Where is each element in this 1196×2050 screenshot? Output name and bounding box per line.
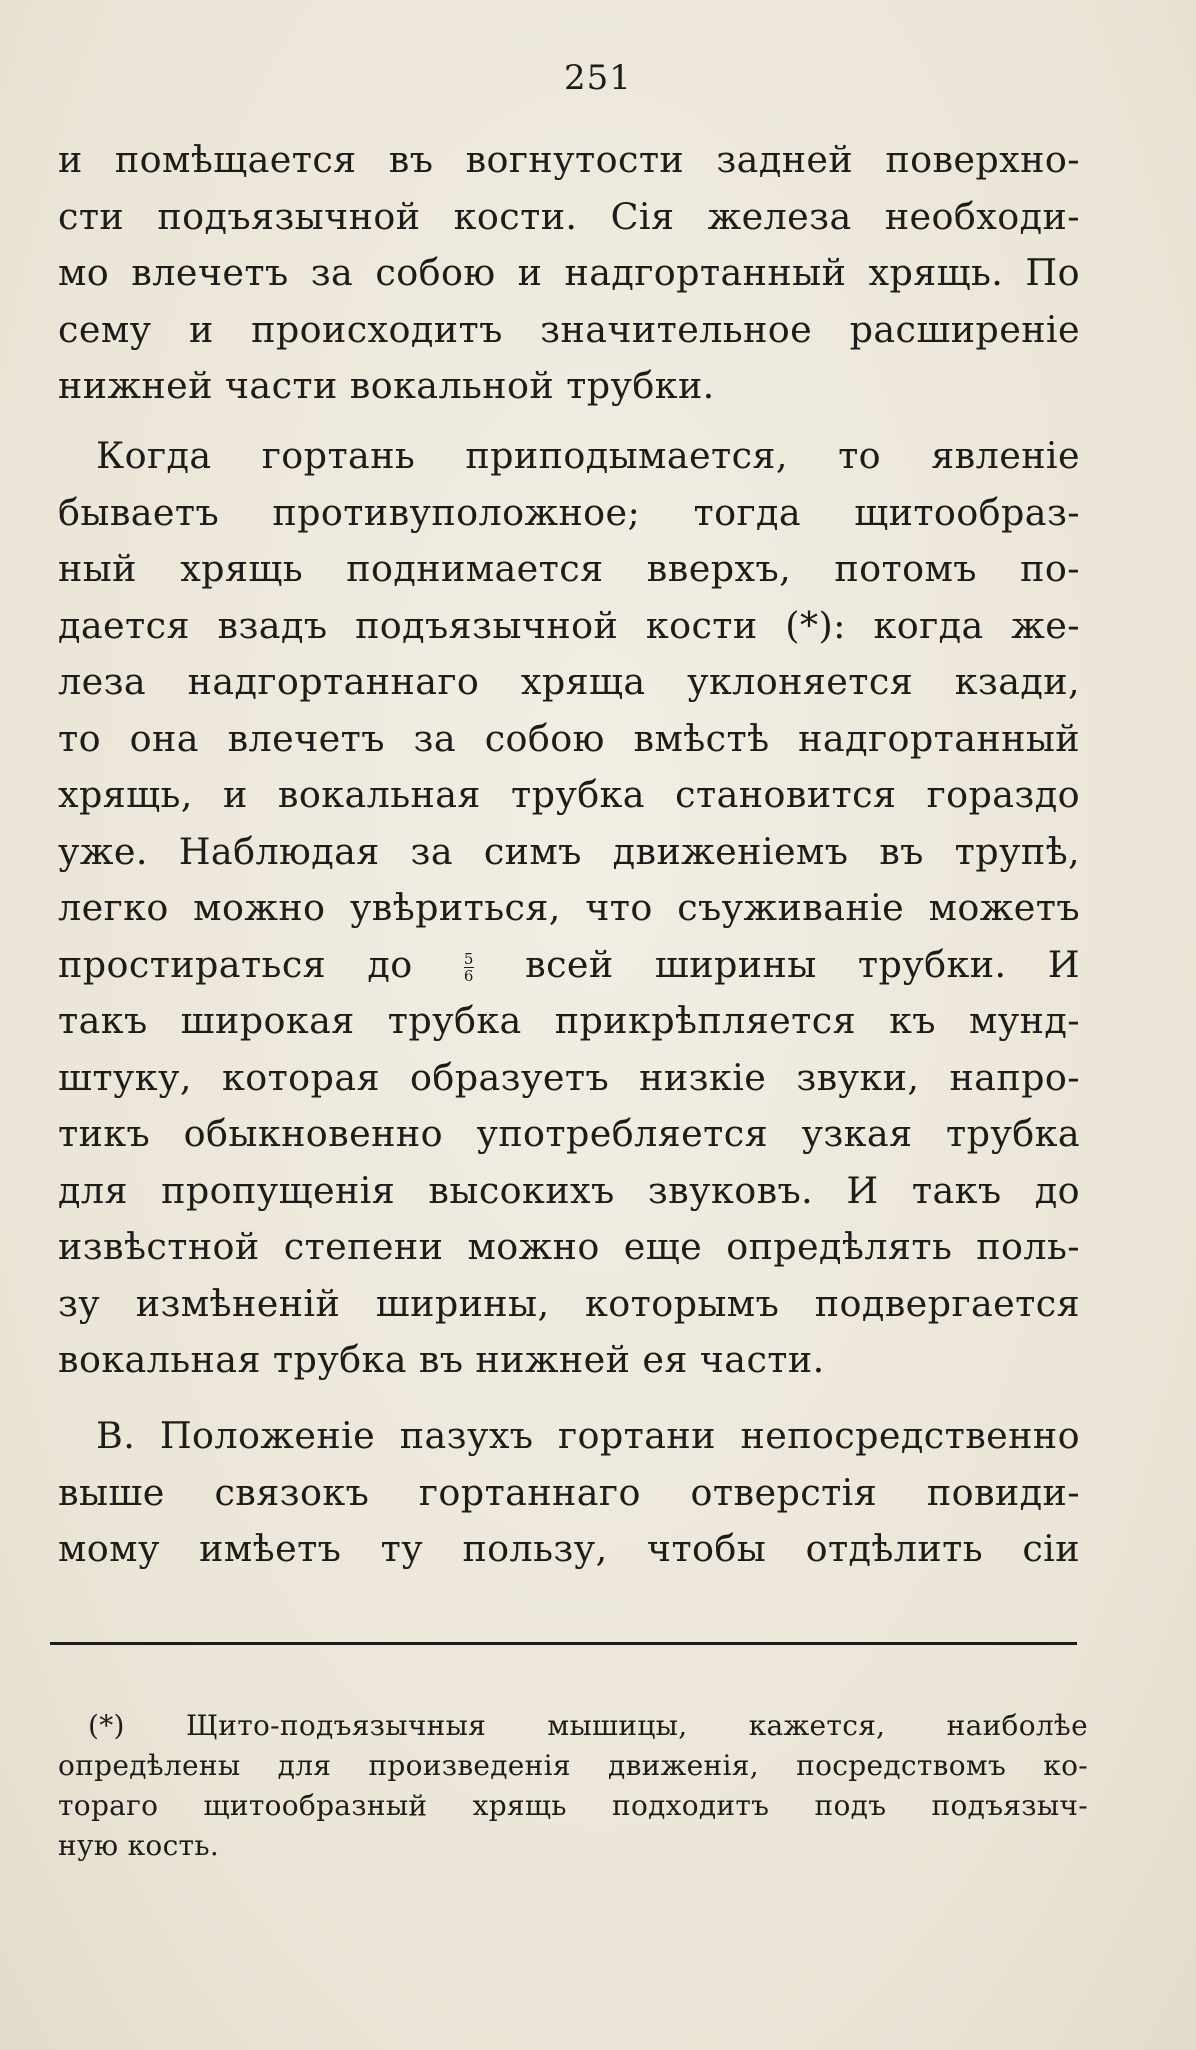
text-line: нижней части вокальной трубки. xyxy=(58,364,715,407)
text-line: леза надгортаннаго хряща уклоняется кзади, xyxy=(58,660,1080,703)
text-line: Когда гортань приподымается, то явленіе xyxy=(96,434,1080,477)
text-line: выше связокъ гортаннаго отверстія повиди- xyxy=(58,1470,1080,1514)
text-line: штуку, которая образуетъ низкіе звуки, напро- xyxy=(58,1055,1080,1099)
text-line: уже. Наблюдая за симъ движеніемъ въ трупѣ, xyxy=(58,829,1080,873)
paragraph-2 xyxy=(58,428,1080,1389)
text-line: тикъ обыкновенно употребляется узкая трубка xyxy=(58,1112,1080,1155)
text-segment: простираться до xyxy=(58,942,413,986)
text-line: вокальная трубка въ нижней ея части. xyxy=(58,1338,825,1381)
text-segment: всей ширины трубки. И xyxy=(525,942,1080,986)
text-line-with-fraction xyxy=(58,937,1080,994)
text-line: то она влечетъ за собою вмѣстѣ надгортанный xyxy=(58,716,1080,760)
text-line: легко можно увѣриться, что съуживаніе можетъ xyxy=(58,886,1080,929)
fraction xyxy=(463,949,474,985)
footnote-line: опредѣлены для произведенія движенія, посредствомъ ко- xyxy=(58,1749,1088,1782)
paragraph-3 xyxy=(58,1408,1080,1578)
footnote xyxy=(58,1706,1088,1866)
text-line: мому имѣетъ ту пользу, чтобы отдѣлить сіи xyxy=(58,1527,1080,1570)
text-line: и помѣщается въ вогнутости задней поверхно- xyxy=(58,138,1080,181)
footnote-line: (*) Щито-подъязычныя мышицы, кажется, наиболѣе xyxy=(88,1709,1088,1742)
text-line: дается взадъ подъязычной кости (*): когда же- xyxy=(58,603,1080,647)
footnote-line: тораго щитообразный хрящь подходитъ подъ подъязыч- xyxy=(58,1789,1088,1822)
paragraph-1 xyxy=(58,132,1080,415)
text-line: зу измѣненій ширины, которымъ подвергается xyxy=(58,1281,1080,1325)
text-line: такъ широкая трубка прикрѣпляется къ мунд- xyxy=(58,999,1080,1042)
footnote-divider xyxy=(50,1642,1077,1645)
text-line: сему и происходитъ значительное расширеніе xyxy=(58,307,1080,351)
fraction-numerator: 5 xyxy=(463,949,474,968)
text-line: сти подъязычной кости. Сія железа необходи- xyxy=(58,194,1080,238)
text-line: бываетъ противуположное; тогда щитообраз- xyxy=(58,490,1080,534)
text-line: мо влечетъ за собою и надгортанный хрящь. По xyxy=(58,251,1080,294)
text-line: В. Положеніе пазухъ гортани непосредственно xyxy=(96,1414,1080,1457)
fraction-denominator: 6 xyxy=(463,966,474,985)
footnote-line: ную кость. xyxy=(58,1829,220,1862)
text-line: хрящь, и вокальная трубка становится гораздо xyxy=(58,773,1080,816)
page-number: 251 xyxy=(564,58,632,98)
text-line: для пропущенія высокихъ звуковъ. И такъ до xyxy=(58,1168,1080,1212)
text-line: извѣстной степени можно еще опредѣлять поль- xyxy=(58,1225,1080,1268)
text-line: ный хрящь поднимается вверхъ, потомъ по- xyxy=(58,547,1080,590)
